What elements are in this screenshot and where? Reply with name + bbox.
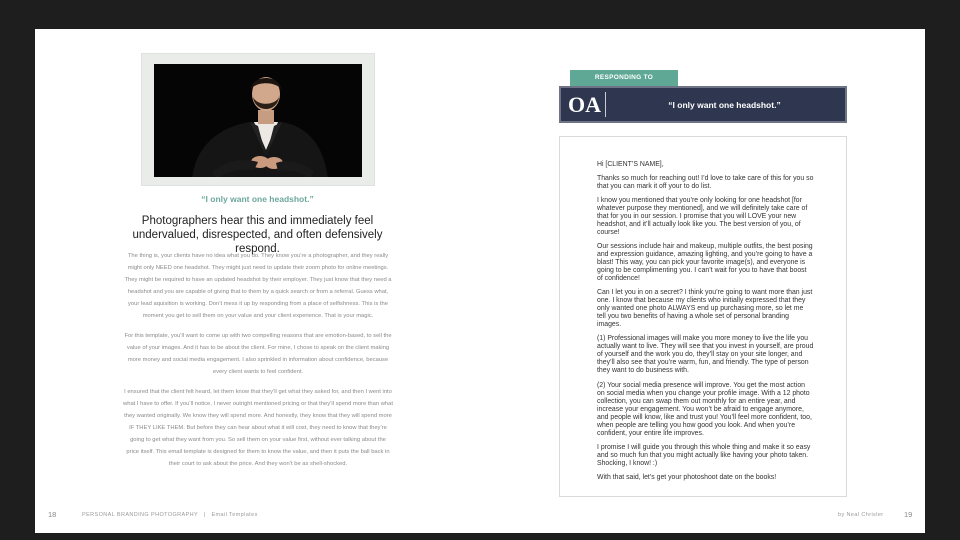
left-footer <box>82 512 258 518</box>
letter-paragraph: Hi [CLIENT’S NAME], <box>597 161 664 168</box>
banner-initials: OA <box>568 91 601 117</box>
banner-quote: “I only want one headshot.” <box>668 99 781 110</box>
photo-caption: “I only want one headshot.” <box>201 194 314 204</box>
objection-banner <box>559 86 847 123</box>
letter-paragraph: With that said, let’s get your photoshoot date on the books! <box>597 473 777 481</box>
letter-paragraph: Thanks so much for reaching out! I’d love to take care of this for you so that you can mark it off your to do list. <box>597 175 814 191</box>
body-paragraph: For this template, you’ll want to come up with two compelling reasons that are emotion-based, to sell the value of your images. And it has to be about the client. For mine, I chose to speak on the client making more money and social media engagement. I also sprinkled in information about confidence, because every client wants to feel confident. <box>124 332 392 375</box>
banner-divider <box>605 92 606 117</box>
headshot-photo <box>154 64 362 177</box>
section-headline: Photographers hear this and immediately feel undervalued, disrespected, and often defensively respond. <box>132 215 383 255</box>
right-page <box>480 29 925 533</box>
footer-separator: | <box>203 512 206 518</box>
book-spread <box>35 29 925 533</box>
email-template-card <box>559 136 847 497</box>
letter-paragraph: (2) Your social media presence will improve. You get the most action on social media when you change your profile image. With a 12 photo collection, you can swap them out monthly for an entire year, and increase your engagement. You won’t be afraid to engage anymore, and people will know, like and trust you! You’ll feel more confident, too, when people are telling you how good you look. And when you’re confident, your entire life improves. <box>597 381 812 437</box>
footer-section: Email Templates <box>211 512 258 518</box>
letter-paragraph: (1) Professional images will make you more money to live the life you actually want to live. They will see that you invest in yourself, are proud of yourself and the work you do, they’ll stay on your site longer, and they’ll also see that you’re warm, fun, and friendly. The type of person they want to do business with. <box>597 335 814 375</box>
email-letter <box>597 161 814 488</box>
letter-paragraph: Our sessions include hair and makeup, multiple outfits, the best posing and expression guidance, amazing lighting, and you’re going to have a blast! This way, you can pick your favorite image(s), and everyone is going to be complimenting you. I can’t wait for you to have that boost of confidence! <box>597 243 813 283</box>
headshot-photo-frame <box>141 53 375 186</box>
right-page-number: 19 <box>904 510 913 519</box>
body-paragraph: The thing is, your clients have no idea what you do. They know you’re a photographer, and they really might only NEED one headshot. They might just need to update their zoom photo for online meetings. They might be required to have an updated headshot by their employer. They just know that they need a headshot and you are capable of giving that to them by a quick search or from a referral. Guess what, your lead aquisition is working. Don’t mess it up by responding from a place of selfishness. This is the moment you get to sell them on your value and your client experience. That is your magic. <box>124 253 392 319</box>
letter-paragraph: I promise I will guide you through this whole thing and make it so easy and so much fun that you might actually like having your photo taken. Shocking, I know! :) <box>597 443 811 467</box>
man-portrait-illustration <box>154 64 362 177</box>
right-footer-author: by Neal Chrisler <box>838 512 884 518</box>
body-paragraph: I ensured that the client felt heard, let them know that they’ll get what they asked for, and then I went into what I have to offer. If you’ll notice, I never outright mentioned pricing or that they’ll spend more than what they wanted originally. We know they will spend more. And honestly, they know that they will spend more IF THEY LIKE THEM. But before they can hear about what it will cost, they need to know that they’re going to get what they want from you. So sell them on your value first, without ever talking about the price itself. This email template is designed for them to know the value, and then it puts the ball back in their court to ask about the price. And they won’t be as shell-shocked. <box>123 389 393 467</box>
responding-to-tag: RESPONDING TO <box>570 70 678 86</box>
letter-paragraph: Can I let you in on a secret? I think you’re going to want more than just one. I know that because my clients who initially expressed that they only wanted one photo ALWAYS end up purchasing more, so let me tell you two benefits of having a whole set of personal branding images. <box>597 289 813 329</box>
left-page <box>35 29 480 533</box>
body-text <box>123 251 393 479</box>
footer-book-title: PERSONAL BRANDING PHOTOGRAPHY <box>82 512 199 518</box>
letter-paragraph: I know you mentioned that you’re only looking for one headshot [for whatever purpose they mentioned], and we will definitely take care of that for you in our session. I promise that you will LOVE your new headshot, and it’ll actually look like you. The best version of you, of course! <box>597 197 808 237</box>
left-page-number: 18 <box>48 510 57 519</box>
